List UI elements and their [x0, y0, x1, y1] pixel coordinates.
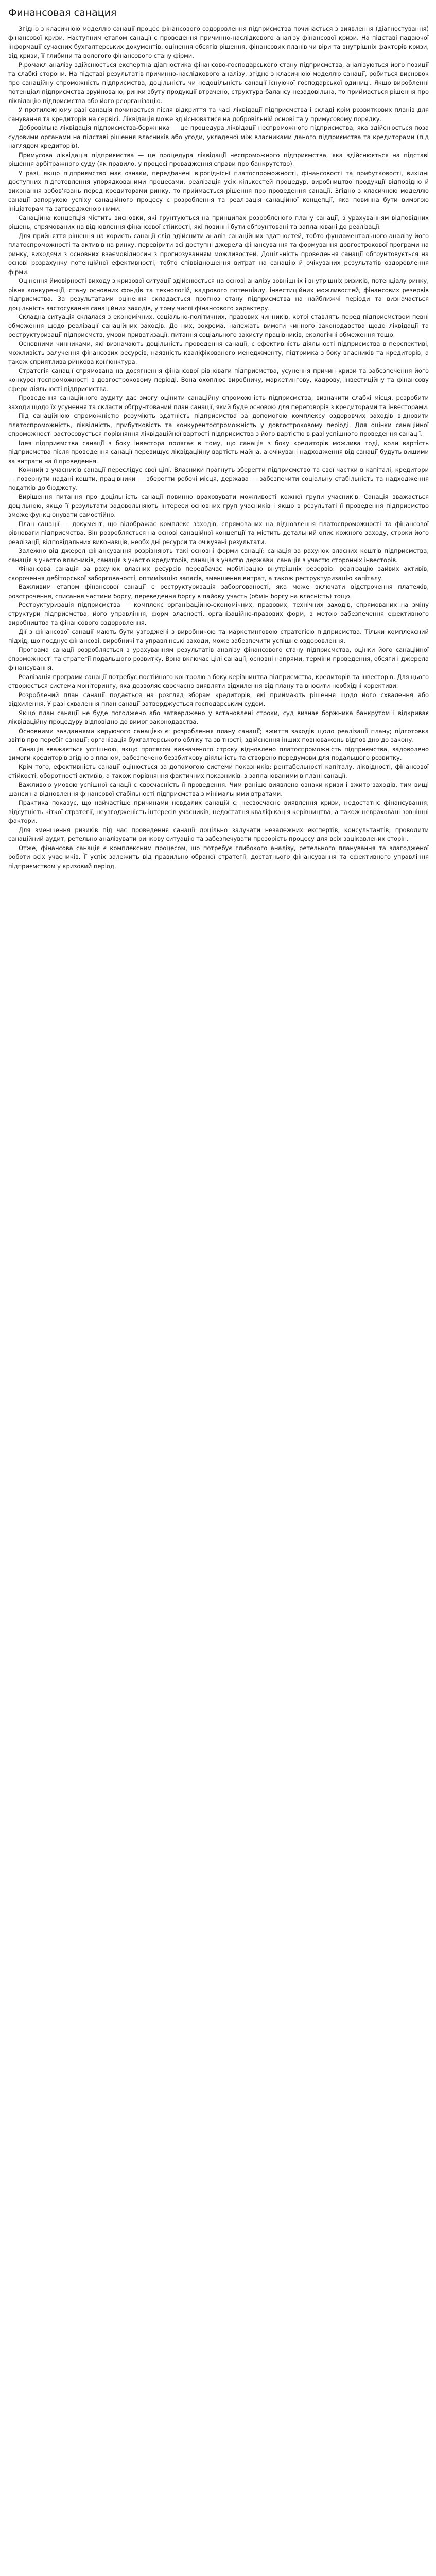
paragraph: Стратегія санації спрямована на досягнення фінансової рівноваги підприємства, усунення причин кризи та забезпечення його конкурентоспроможності в довгостроковому періоді. Вона охоплює виробничу, маркетингову, кадрову, інвестиційну та фінансову сфери діяльності підприємства.	[8, 367, 429, 393]
paragraph: Реалізація програми санації потребує постійного контролю з боку керівництва підприємства, кредиторів та інвесторів. Для цього створюється система моніторингу, яка дозволяє своєчасно виявляти відхилення від плану та вносити необхідні корективи.	[8, 673, 429, 690]
paragraph: Оцінення ймовірності виходу з кризової ситуації здійснюється на основі аналізу зовнішніх і внутрішніх ризиків, потенціалу ринку, рівня конкуренції, стану основних фондів та технологій, кадрового потенціалу, інвестиційних можливостей, фінансових резервів підприємства. За результатами оцінення складається прогноз стану підприємства на найближчі періоди та визначається доцільність застосування санаційних заходів, у тому числі фінансового характеру.	[8, 277, 429, 312]
paragraph: План санації — документ, що відображає комплекс заходів, спрямованих на відновлення платоспроможності та фінансової рівноваги підприємства. Він розробляється на основі санаційної концепції та містить детальний опис кожного заходу, строки його реалізації, відповідальних виконавців, необхідні ресурси та очікувані результати.	[8, 520, 429, 546]
paragraph: Важливим етапом фінансової санації є реструктуризація заборгованості, яка може включати відстрочення платежів, розстрочення, списання частини боргу, переведення боргу в пайову участь (обмін боргу на власність) тощо.	[8, 583, 429, 600]
paragraph: Примусова ліквідація підприємства — це процедура ліквідації неспроможного підприємства, яка здійснюється на підставі рішення арбітражного суду (як правило, у процесі провадження справи про банкрутство).	[8, 151, 429, 168]
paragraph: Ідея підприємства санації з боку інвестора полягає в тому, що санація з боку кредиторів можлива тоді, коли вартість підприємства після проведення санації перевищує ліквідаційну вартість майна, а очікувані надходження від санації будуть вищими за витрати на її проведення.	[8, 439, 429, 465]
paragraph: Основними завданнями керуючого санацією є: розроблення плану санації; вжиття заходів щодо реалізації плану; підготовка звітів про перебіг санації; організація бухгалтерського обліку та звітності; здійснення інших повноважень відповідно до закону.	[8, 727, 429, 744]
paragraph: Проведення санаційного аудиту дає змогу оцінити санаційну спроможність підприємства, визначити слабкі місця, розробити заходи щодо їх усунення та скласти обґрунтований план санації, який буде основою для переговорів з кредиторами та інвесторами.	[8, 394, 429, 411]
paragraph: Важливою умовою успішної санації є своєчасність її проведення. Чим раніше виявлено ознаки кризи і вжито заходів, тим вищі шанси на відновлення фінансової стабільності підприємства з мінімальними втратами.	[8, 781, 429, 798]
paragraph: У разі, якщо підприємство має ознаки, передбачені вірогіднісні платоспроможності, фінансовості та прибутковості, вихідні доступних підготовлення упорядкованими процесами, реалізація усіх кількостей процедур, виробництво продукції відповідно й виконання зобов'язань перед кредиторами ринку, то приймається рішення про проведення санації. Згідно з класичною моделлю санації запорукою успіху санаційного процесу є розроблення та реалізація санаційної концепції, яка повинна бути вимогою ініціаторам та затвердженою ними.	[8, 169, 429, 213]
paragraph: Практика показує, що найчастіше причинами невдалих санацій є: несвоєчасне виявлення кризи, недостатнє фінансування, відсутність чіткої стратегії, неузгодженість інтересів учасників, недостатня кваліфікація керівництва, а також невраховані зовнішні фактори.	[8, 799, 429, 825]
paragraph: Кожний з учасників санації переслідує свої цілі. Власники прагнуть зберегти підприємство та свої частки в капіталі, кредитори — повернути надані кошти, працівники — зберегти робочі місця, держава — забезпечити соціальну стабільність та надходження податків до бюджету.	[8, 466, 429, 492]
paragraph: Основними чинниками, які визначають доцільність проведення санації, є ефективність діяльності підприємства в перспективі, можливість залучення фінансових ресурсів, наявність кваліфікованого менеджменту, підтримка з боку власників та кредиторів, а також сприятлива ринкова кон'юнктура.	[8, 340, 429, 366]
paragraph: Р.ромакл аналізу здійснюється експертна діагностика фінансово-господарського стану підприємства, аналізуються його позиції та слабкі сторони. На підставі результатів причинно-наслідкового аналізу, згідно з класичною моделлю санації, робиться висновок про санаційну спроможність підприємства, доцільність чи недоцільність санації існуючої господарської одиниці. Якщо виробленні потенціал підприємства зруйновано, ринки збуту продукції втрачено, структура балансу незадовільна, то приймається рішення про ліквідацію підприємства або його реорганізацію.	[8, 61, 429, 105]
document-body	[8, 25, 429, 871]
paragraph: Отже, фінансова санація є комплексним процесом, що потребує глибокого аналізу, ретельного планування та злагодженої роботи всіх учасників. Її успіх залежить від правильно обраної стратегії, достатнього фінансування та ефективного управління підприємством у кризовий період.	[8, 844, 429, 870]
paragraph: Дії з фінансової санації мають бути узгоджені з виробничою та маркетинговою стратегією підприємства. Тільки комплексний підхід, що поєднує фінансові, виробничі та управлінські заходи, може забезпечити успішне оздоровлення.	[8, 628, 429, 645]
document-page	[0, 0, 436, 876]
paragraph: Для прийняття рішення на користь санації слід здійснити аналіз санаційних здатностей, тобто фундаментального аналізу його платоспроможності та активів на ринку, перевірити всі доступні джерела фінансування та формування довгострокової програми на ринку, виходячи з основних взаємовідносин з прогнозуванням можливостей. Доцільність проведення санації обгрунтовується на основі розрахунку потенційної ефективності, тобто співвідношення витрат на санацію й очікуваних результатів оздоровлення фірми.	[8, 232, 429, 276]
paragraph: Реструктуризація підприємства — комплекс організаційно-економічних, правових, технічних заходів, спрямованих на зміну структури підприємства, його управління, форм власності, організаційно-правових форм, з метою забезпечення ефективного виробництва та фінансового оздоровлення.	[8, 601, 429, 626]
paragraph: Крім того, ефективність санації оцінюється за допомогою системи показників: рентабельності капіталу, ліквідності, фінансової стійкості, оборотності активів, а також порівняння фактичних показників із запланованими в плані санації.	[8, 763, 429, 779]
paragraph: Фінансова санація за рахунок власних ресурсів передбачає мобілізацію внутрішніх резервів: реалізацію зайвих активів, скорочення дебіторської заборгованості, оптимізацію запасів, зменшення витрат, а також реструктуризацію капіталу.	[8, 565, 429, 582]
paragraph: Програма санації розробляється з урахуванням результатів аналізу фінансового стану підприємства, оцінки його санаційної спроможності та стратегії подальшого розвитку. Вона включає цілі санації, основні напрями, терміни проведення, обсяги і джерела фінансування.	[8, 646, 429, 672]
page-title: Финансовая санация	[8, 7, 117, 19]
paragraph: Санація вважається успішною, якщо протягом визначеного строку відновлено платоспроможність підприємства, задоволено вимоги кредиторів згідно з планом, забезпечено беззбиткову діяльність та створено передумови для подальшого розвитку.	[8, 745, 429, 761]
paragraph: Санаційна концепція містить висновки, які грунтуються на принципах розробленого плану санації, з урахуванням відповідних рішень, спрямованих на відновлення фінансової стійкості, які повинні бути обґрунтовані та заплановані до реалізації.	[8, 214, 429, 231]
paragraph: Під санаційною спроможністю розуміють здатність підприємства за допомогою комплексу оздоровчих заходів відновити платоспроможність, ліквідність, прибутковість та конкурентоспроможність у довгостроковому періоді. Для оцінки санаційної спроможності застосовується порівняння ліквідаційної вартості підприємства з його вартістю в разі успішного проведення санації.	[8, 412, 429, 438]
paragraph: Вирішення питання про доцільність санації повинно враховувати можливості кожної групи учасників. Санація вважається доцільною, якщо її результати задовольняють інтереси основних груп учасників і якщо в результаті її проведення підприємство зможе функціонувати самостійно.	[8, 493, 429, 519]
paragraph: Якщо план санації не буде погоджено або затверджено у встановлені строки, суд визнає боржника банкрутом і відкриває ліквідаційну процедуру відповідно до вимог законодавства.	[8, 709, 429, 726]
paragraph: Залежно від джерел фінансування розрізняють такі основні форми санації: санація за рахунок власних коштів підприємства, санація з участю власників, санація з участю кредиторів, санація з участю держави, санація з участю сторонніх інвесторів.	[8, 547, 429, 564]
paragraph: Для зменшення ризиків під час проведення санації доцільно залучати незалежних експертів, консультантів, проводити санаційний аудит, ретельно аналізувати ринкову ситуацію та забезпечувати прозорість процесу для всіх зацікавлених сторін.	[8, 826, 429, 843]
paragraph: Розроблений план санації подається на розгляд зборам кредиторів, які приймають рішення щодо його схвалення або відхилення. У разі схвалення план санації затверджується господарським судом.	[8, 691, 429, 708]
paragraph: У протилежному разі санація починається після відкриття та часі ліквідації підприємства і складі крім розвиткових планів для санування та кредиторів на сервісі. Ліквідація може здійснюватися на добровільній основі та у примусовому порядку.	[8, 106, 429, 123]
paragraph: Добровільна ліквідація підприємства-боржника — це процедура ліквідації неспроможного підприємства, яка здійснюється поза судовими органами на підставі рішення власників або угоди, укладеної між власниками даного підприємства та кредиторами (під наглядом кредиторів).	[8, 124, 429, 150]
paragraph: Згідно з класичною моделлю санації процес фінансового оздоровлення підприємства починається з виявлення (діагностування) фінансової кризи. Наступним етапом санації є проведення причинно-наслідкового аналізу фінансової кризи. На підставі падаючої інформації сучасних бухгалтерських документів, оцінення обсягів рішення, фінансових планів чи віри та внутрішніх факторів кризи, від кризи, її глибини та вологого фінансового стану фірми.	[8, 25, 429, 60]
paragraph: Складна ситуація склалася з економічних, соціально-політичних, правових чинників, котрі ставлять перед підприємством певні обмеження щодо реалізації санаційних заходів. До них, зокрема, належать вимоги чинного законодавства щодо ліквідації та реструктуризації підприємств, умови приватизації, питання соціального захисту працівників, екологічні обмеження тощо.	[8, 313, 429, 338]
